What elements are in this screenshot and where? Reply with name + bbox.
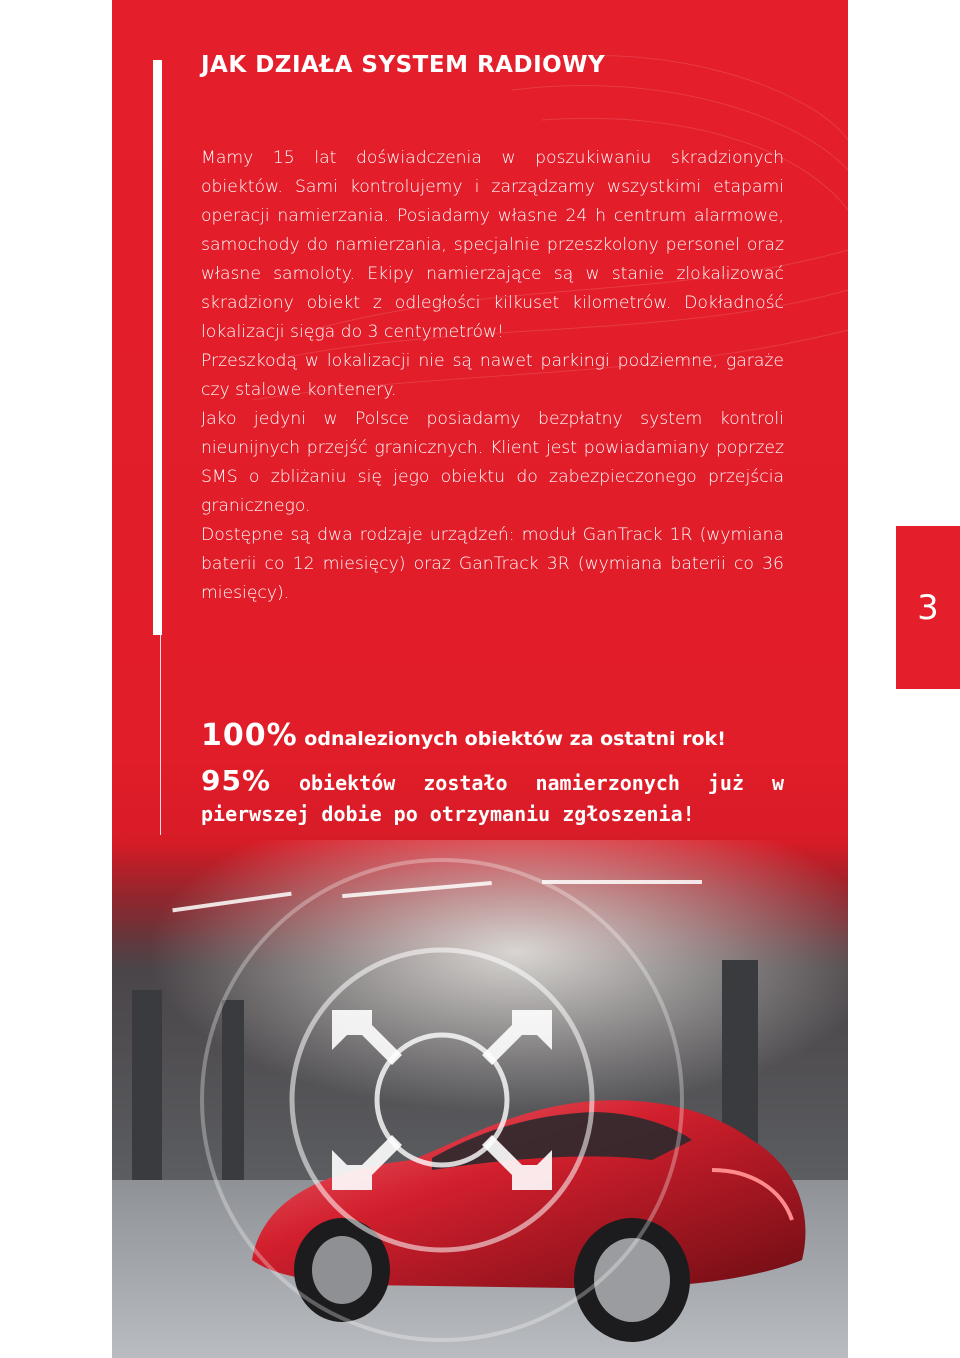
stat1-value: 100% <box>201 718 298 753</box>
page-title: JAK DZIAŁA SYSTEM RADIOWY <box>201 52 606 78</box>
paragraph-experience: Mamy 15 lat doświadczenia w poszukiwaniu skradzionych obiektów. Sami kontrolujemy i zarządzamy wszystkimi etapami operacji namierzania. Posiadamy własne 24 h centrum alarmowe, samochody do namierzania, specjalnie przeszkolony personel oraz własne samoloty. Ekipy namierzające są w stanie zlokalizować skradziony obiekt z odległości kilkuset kilometrów. Dokładność lokalizacji sięga do 3 centymetrów! <box>201 148 784 342</box>
accent-bar <box>153 60 162 635</box>
paragraph-obstacles: Przeszkodą w lokalizacji nie są nawet parkingi podziemne, garaże czy stalowe kontenery. <box>201 351 784 400</box>
stats-block <box>201 714 784 830</box>
paragraph-border-control: Jako jedyni w Polsce posiadamy bezpłatny system kontroli nieunijnych przejść granicznych. Klient jest powiadamiany poprzez SMS o zbliżaniu się jego obiektu do zabezpieczonego przejścia granicznego. <box>201 409 784 516</box>
paragraph-devices: Dostępne są dwa rodzaje urządzeń: moduł GanTrack 1R (wymiana baterii co 12 miesięcy) oraz GanTrack 3R (wymiana baterii co 36 miesięcy). <box>201 525 784 603</box>
body-text <box>201 144 784 608</box>
page-number-tab <box>896 526 960 689</box>
stat-found-last-year <box>201 714 784 761</box>
car-garage-illustration <box>112 840 848 1358</box>
page-number: 3 <box>917 587 939 628</box>
accent-line <box>160 635 161 835</box>
stat1-text: odnalezionych obiektów za ostatni rok! <box>297 728 726 750</box>
stat2-text: obiektów zostało namierzonych już w pierwszej dobie po otrzymaniu zgłoszenia! <box>201 771 784 826</box>
stat-located-first-day <box>201 765 784 830</box>
stat2-value: 95% <box>201 764 272 797</box>
